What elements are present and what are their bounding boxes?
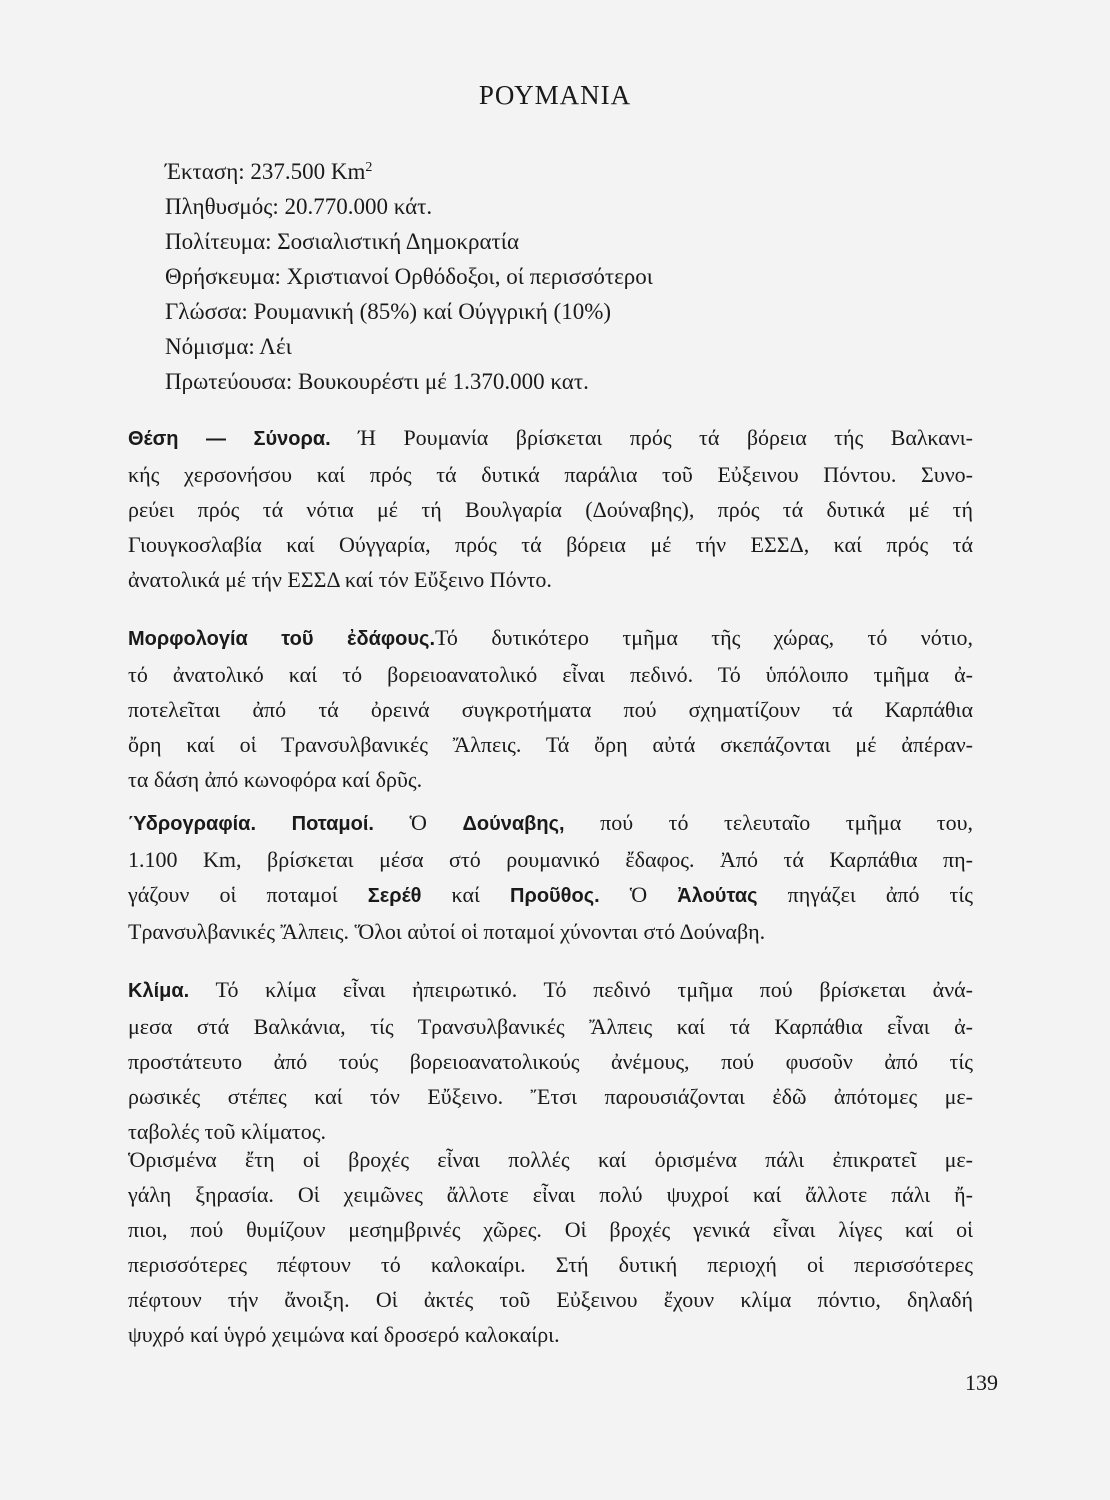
climate2-line-3: πιοι, πού θυμίζουν μεσημβρινές χῶρες. Οἱ βροχές γενικά εἶναι λίγες καί οἱ <box>128 1217 973 1242</box>
section-hydrography <box>128 805 973 949</box>
hydrography-line-3-mid2: Ὁ <box>599 882 678 907</box>
hydrography-line-3-pre: γάζουν οἱ ποταμοί <box>128 882 368 907</box>
climate2-line-5: πέφτουν τήν ἄνοιξη. Οἱ ἀκτές τοῦ Εὐξεινου ἔχουν κλίμα πόντιο, δηλαδή <box>128 1287 973 1312</box>
climate2-line-6: ψυχρό καί ὑγρό χειμώνα καί δροσερό καλοκαίρι. <box>128 1322 560 1347</box>
fact-religion: Θρήσκευμα: Χριστιανοί Ορθόδοξοι, οί περισσότεροι <box>165 264 653 289</box>
climate-line-1 <box>128 972 973 1009</box>
fact-currency: Νόμισμα: Λέι <box>165 334 292 359</box>
borders-line-2: κής χερσονήσου καί πρός τά δυτικά παράλια τοῦ Εὐξεινου Πόντου. Συνο- <box>128 462 973 487</box>
river-olt: Ἀλούτας <box>677 885 758 907</box>
river-prut: Προῦθος. <box>510 885 600 907</box>
page-title: ΡΟΥΜΑΝΙΑ <box>478 80 632 110</box>
fact-language: Γλώσσα: Ρουμανική (85%) καί Ούγγρική (10%) <box>165 299 612 324</box>
climate2-line-1: Ὁρισμένα ἔτη οἱ βροχές εἶναι πολλές καί ὁρισμένα πάλι ἐπικρατεῖ με- <box>128 1147 973 1172</box>
hydrography-line-1-pre: Ὁ <box>373 810 463 835</box>
borders-line-1-text: Ή Ρουμανία βρίσκεται πρός τά βόρεια τής Βαλκανι- <box>330 425 973 450</box>
morphology-line-4: ὄρη καί οἱ Τρανσυλβανικές Ἄλπεις. Τά ὄρη αὐτά σκεπάζονται μέ ἀπέραν- <box>128 732 973 757</box>
borders-heading: Θέση — Σύνορα. <box>128 428 331 450</box>
morphology-heading: Μορφολογία τοῦ ἐδάφους. <box>128 628 435 650</box>
borders-line-4: Γιουγκοσλαβία καί Ούγγαρία, πρός τά βόρεια μέ τήν ΕΣΣΔ, καί πρός τά <box>128 532 973 557</box>
section-morphology <box>128 620 973 797</box>
morphology-line-1 <box>128 620 973 657</box>
climate-line-5: ταβολές τοῦ κλίματος. <box>128 1119 326 1144</box>
borders-line-5: ἀνατολικά μέ τήν ΕΣΣΔ καί τόν Εὔξεινο Πόντο. <box>128 567 552 592</box>
morphology-line-1-text: Τό δυτικότερο τμῆμα τῆς χώρας, τό νότιο, <box>435 625 973 650</box>
country-facts <box>165 150 653 399</box>
river-siret: Σερέθ <box>367 885 422 907</box>
fact-area-text: Έκταση: 237.500 Km <box>165 159 366 184</box>
hydrography-line-3-mid: καί <box>421 882 510 907</box>
hydrography-line-2: 1.100 Km, βρίσκεται μέσα στό ρουμανικό ἔδαφος. Ἀπό τά Καρπάθια πη- <box>128 847 973 872</box>
hydrography-line-3-post: πηγάζει ἀπό τίς <box>757 882 974 907</box>
morphology-line-2: τό ἀνατολικό καί τό βορειοανατολικό εἶναι πεδινό. Τό ὑπόλοιπο τμῆμα ἀ- <box>128 662 973 687</box>
hydrography-line-4: Τρανσυλβανικές Ἄλπεις. Ὅλοι αὐτοί οἱ ποταμοί χύνονται στό Δούναβη. <box>128 919 766 944</box>
hydrography-line-1 <box>128 805 973 842</box>
fact-area <box>165 150 653 189</box>
section-climate-continued <box>128 1142 973 1352</box>
fact-capital: Πρωτεύουσα: Βουκουρέστι μέ 1.370.000 κατ. <box>165 369 589 394</box>
section-borders <box>128 420 973 597</box>
fact-area-superscript: 2 <box>365 160 373 175</box>
climate2-line-4: περισσότερες πέφτουν τό καλοκαίρι. Στή δυτική περιοχή οἱ περισσότερες <box>128 1252 973 1277</box>
morphology-line-3: ποτελεῖται ἀπό τά ὀρεινά συγκροτήματα πού σχηματίζουν τά Καρπάθια <box>128 697 973 722</box>
river-danube: Δούναβης, <box>462 813 565 835</box>
climate-line-1-text: Τό κλίμα εἶναι ἠπειρωτικό. Τό πεδινό τμῆμα πού βρίσκεται ἀνά- <box>189 977 973 1002</box>
morphology-line-5: τα δάση ἀπό κωνοφόρα καί δρῦς. <box>128 767 423 792</box>
hydrography-line-1-post: πού τό τελευταῖο τμῆμα του, <box>564 810 974 835</box>
fact-government: Πολίτευμα: Σοσιαλιστική Δημοκρατία <box>165 229 520 254</box>
climate2-line-2: γάλη ξηρασία. Οἱ χειμῶνες ἄλλοτε εἶναι πολύ ψυχροί καί ἄλλοτε πάλι ἤ- <box>128 1182 973 1207</box>
fact-population: Πληθυσμός: 20.770.000 κάτ. <box>165 194 433 219</box>
hydrography-heading: Ύδρογραφία. Ποταμοί. <box>128 813 374 835</box>
climate-line-2: μεσα στά Βαλκάνια, τίς Τρανσυλβανικές Ἄλπεις καί τά Καρπάθια εἶναι ἀ- <box>128 1014 973 1039</box>
section-climate <box>128 972 973 1149</box>
borders-line-1 <box>128 420 973 457</box>
page-number: 139 <box>965 1370 998 1395</box>
borders-line-3: ρεύει πρός τά νότια μέ τή Βουλγαρία (Δούναβης), πρός τά δυτικά μέ τή <box>128 497 973 522</box>
hydrography-line-3 <box>128 877 973 914</box>
climate-heading: Κλίμα. <box>128 980 190 1002</box>
climate-line-3: προστάτευτο ἀπό τούς βορειοανατολικούς ἀνέμους, πού φυσοῦν ἀπό τίς <box>128 1049 973 1074</box>
climate-line-4: ρωσικές στέπες καί τόν Εὔξεινο. Ἔτσι παρουσιάζονται ἐδῶ ἀπότομες με- <box>128 1084 973 1109</box>
